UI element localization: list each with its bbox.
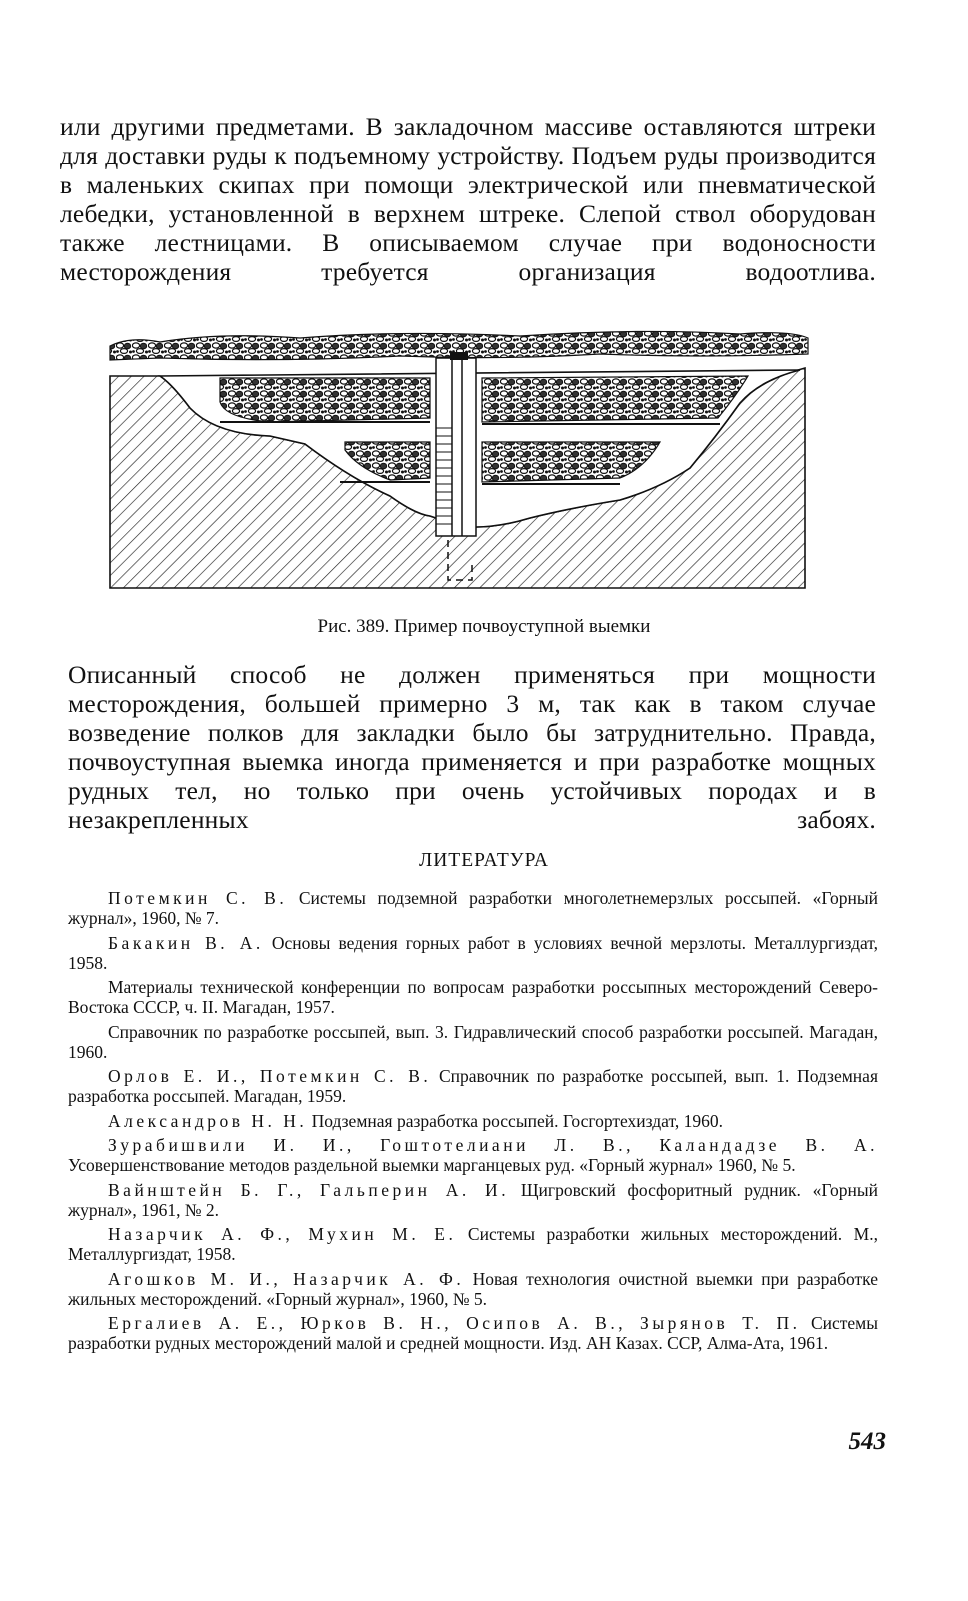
body-paragraph-bottom: Описанный способ не должен применяться при мощности месторождения, большей примерно 3 м, так как в таком случае возведение полков для закладки было бы затруднительно. Правда, почвоуступная выемка иногда применяется и при разработке мощных рудных тел, но только при очень устойчивых породах и в незакрепленных забоях. — [68, 660, 876, 834]
reference-author: Зурабишвили И. И., Гоштотелиани Л. В., Каландадзе В. А. — [108, 1135, 878, 1155]
literature-heading: ЛИТЕРАТУРА — [419, 850, 549, 871]
reference-item — [68, 1135, 878, 1175]
reference-text: Системы разработки рудных месторождений малой и средней мощности. Изд. АН Казах. ССР, Алма-Ата, 1961. — [68, 1313, 879, 1353]
reference-author: Орлов Е. И., Потемкин С. В. — [108, 1066, 432, 1086]
reference-text: Справочник по разработке россыпей, вып. 3. Гидравлический способ разработки россыпей. Магадан, 1960. — [68, 1021, 878, 1062]
reference-item — [68, 1022, 878, 1062]
reference-text: Щигровский фосфоритный рудник. «Горный журнал», 1961, № 2. — [68, 1179, 878, 1220]
reference-text: Справочник по разработке россыпей, вып. 1. Подземная разработка россыпей. Магадан, 1959. — [68, 1066, 878, 1106]
reference-item — [68, 1180, 878, 1220]
figure-caption: Рис. 389. Пример почвоуступной выемки — [317, 616, 651, 637]
reference-text: Материалы технической конференции по вопросам разработки россыпных месторождений Северо-Востока СССР, ч. II. Магадан, 1957. — [68, 977, 878, 1017]
references-list — [68, 888, 878, 1358]
reference-item — [68, 888, 878, 928]
reference-text: Системы разработки жильных месторождений. М., Металлургиздат, 1958. — [68, 1224, 878, 1264]
reference-text: Новая технология очистной выемки при разработке жильных месторождений. «Горный журнал», 1960, № 5. — [68, 1268, 878, 1309]
reference-author: Назарчик А. Ф., Мухин М. Е. — [108, 1224, 457, 1244]
reference-author: Александров Н. Н. — [108, 1110, 308, 1131]
reference-item — [68, 1111, 878, 1131]
reference-author: Вайнштейн Б. Г., Гальперин А. И. — [108, 1179, 510, 1200]
reference-author: Ергалиев А. Е., Юрков В. Н., Осипов А. В., Зырянов Т. П. — [108, 1313, 801, 1333]
reference-author: Агошков М. И., Назарчик А. Ф. — [108, 1268, 465, 1289]
reference-item — [68, 1066, 878, 1106]
reference-item — [68, 933, 878, 973]
reference-author: Бакакин В. А. — [108, 932, 264, 953]
reference-text: Усовершенствование методов раздельной выемки марганцевых руд. «Горный журнал» 1960, № 5. — [68, 1155, 796, 1175]
stope-cross-section-diagram — [100, 318, 815, 608]
body-paragraph-top: или другими предметами. В закладочном массиве оставляются штреки для доставки руды к подъемному устройству. Подъем руды производится в маленьких скипах при помощи электрической или пневматической лебедки, установленной в верхнем штреке. Слепой ствол оборудован также лестницами. В описываемом случае при водоносности месторождения требуется организация водоотлива. — [60, 112, 876, 286]
reference-item — [68, 1313, 878, 1353]
reference-text: Системы подземной разработки многолетнемерзлых россыпей. «Горный журнал», 1960, № 7. — [68, 888, 878, 928]
page-number: 543 — [848, 1428, 886, 1455]
reference-text: Основы ведения горных работ в условиях вечной мерзлоты. Металлургиздат, 1958. — [68, 932, 878, 973]
reference-item — [68, 1224, 878, 1264]
reference-item — [68, 1269, 878, 1309]
reference-item — [68, 977, 878, 1017]
reference-author: Потемкин С. В. — [108, 888, 288, 908]
reference-text: Подземная разработка россыпей. Госгортехиздат, 1960. — [307, 1110, 723, 1131]
